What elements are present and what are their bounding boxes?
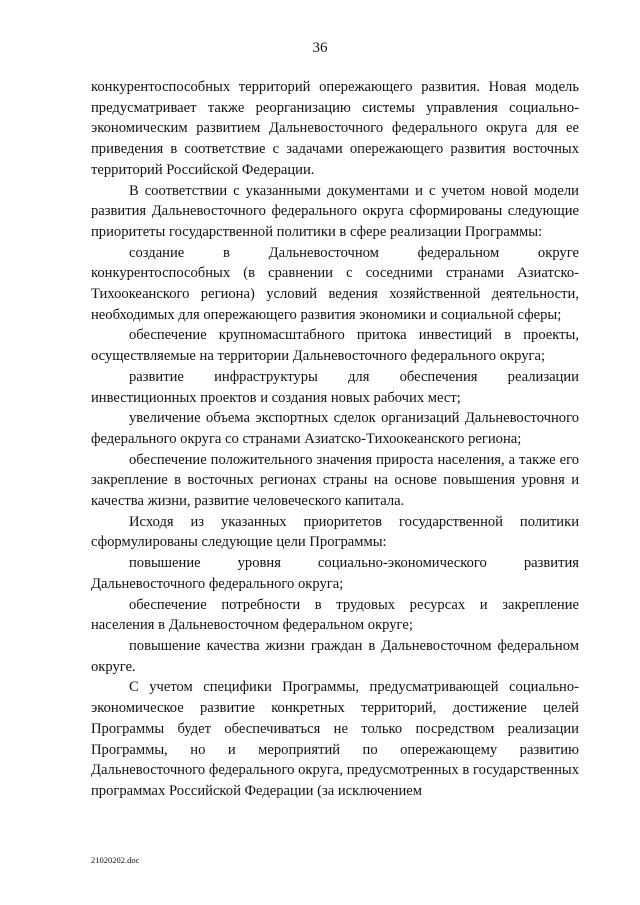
- priority-item: увеличение объема экспортных сделок организаций Дальневосточного федерального округа со странами Азиатско-Тихоокеанского региона;: [91, 410, 579, 447]
- paragraph-priorities-intro: В соответствии с указанными документами и с учетом новой модели развития Дальневосточного федерального округа сформированы следующие приоритеты государственной политики в сфере реализации Программы:: [91, 182, 579, 240]
- goal-item: обеспечение потребности в трудовых ресурсах и закрепление населения в Дальневосточном федеральном округе;: [91, 596, 579, 634]
- paragraph-specifics: С учетом специфики Программы, предусматривающей социально-экономическое развитие конкретных территорий, достижение целей Программы будет обеспечиваться не только посредством реализации Программы, но и мероприятий по опережающему развитию Дальневосточного федерального округа, предусмотренных в государственных программах Российской Федерации (за исключением: [91, 679, 579, 799]
- footer-file-code: 21020202.doc: [91, 855, 140, 865]
- goal-item: повышение уровня социально-экономического развития Дальневосточного федерального округа;: [91, 555, 579, 592]
- priority-item: обеспечение крупномасштабного притока инвестиций в проекты, осуществляемые на территории Дальневосточного федерального округа;: [91, 327, 579, 365]
- paragraph-goals-intro: Исходя из указанных приоритетов государственной политики сформулированы следующие цели Программы:: [91, 513, 579, 551]
- goal-item: повышение качества жизни граждан в Дальневосточном федеральном округе.: [91, 637, 579, 675]
- priority-item: развитие инфраструктуры для обеспечения реализации инвестиционных проектов и создания новых рабочих мест;: [91, 368, 579, 406]
- document-body: [91, 77, 579, 802]
- page-number: 36: [312, 40, 328, 56]
- priority-item: создание в Дальневосточном федеральном округе конкурентоспособных (в сравнении с соседними странами Азиатско-Тихоокеанского региона) условий ведения хозяйственной деятельности, необходимых для опережающего развития экономики и социальной сферы;: [91, 244, 579, 323]
- paragraph-continuation: конкурентоспособных территорий опережающего развития. Новая модель предусматривает также реорганизацию системы управления социально-экономическим развитием Дальневосточного федерального округа для ее приведения в соответствие с задачами опережающего развития восточных территорий Российской Федерации.: [91, 79, 579, 178]
- priority-item: обеспечение положительного значения прироста населения, а также его закрепление в восточных регионах страны на основе повышения уровня и качества жизни, развитие человеческого капитала.: [91, 451, 579, 510]
